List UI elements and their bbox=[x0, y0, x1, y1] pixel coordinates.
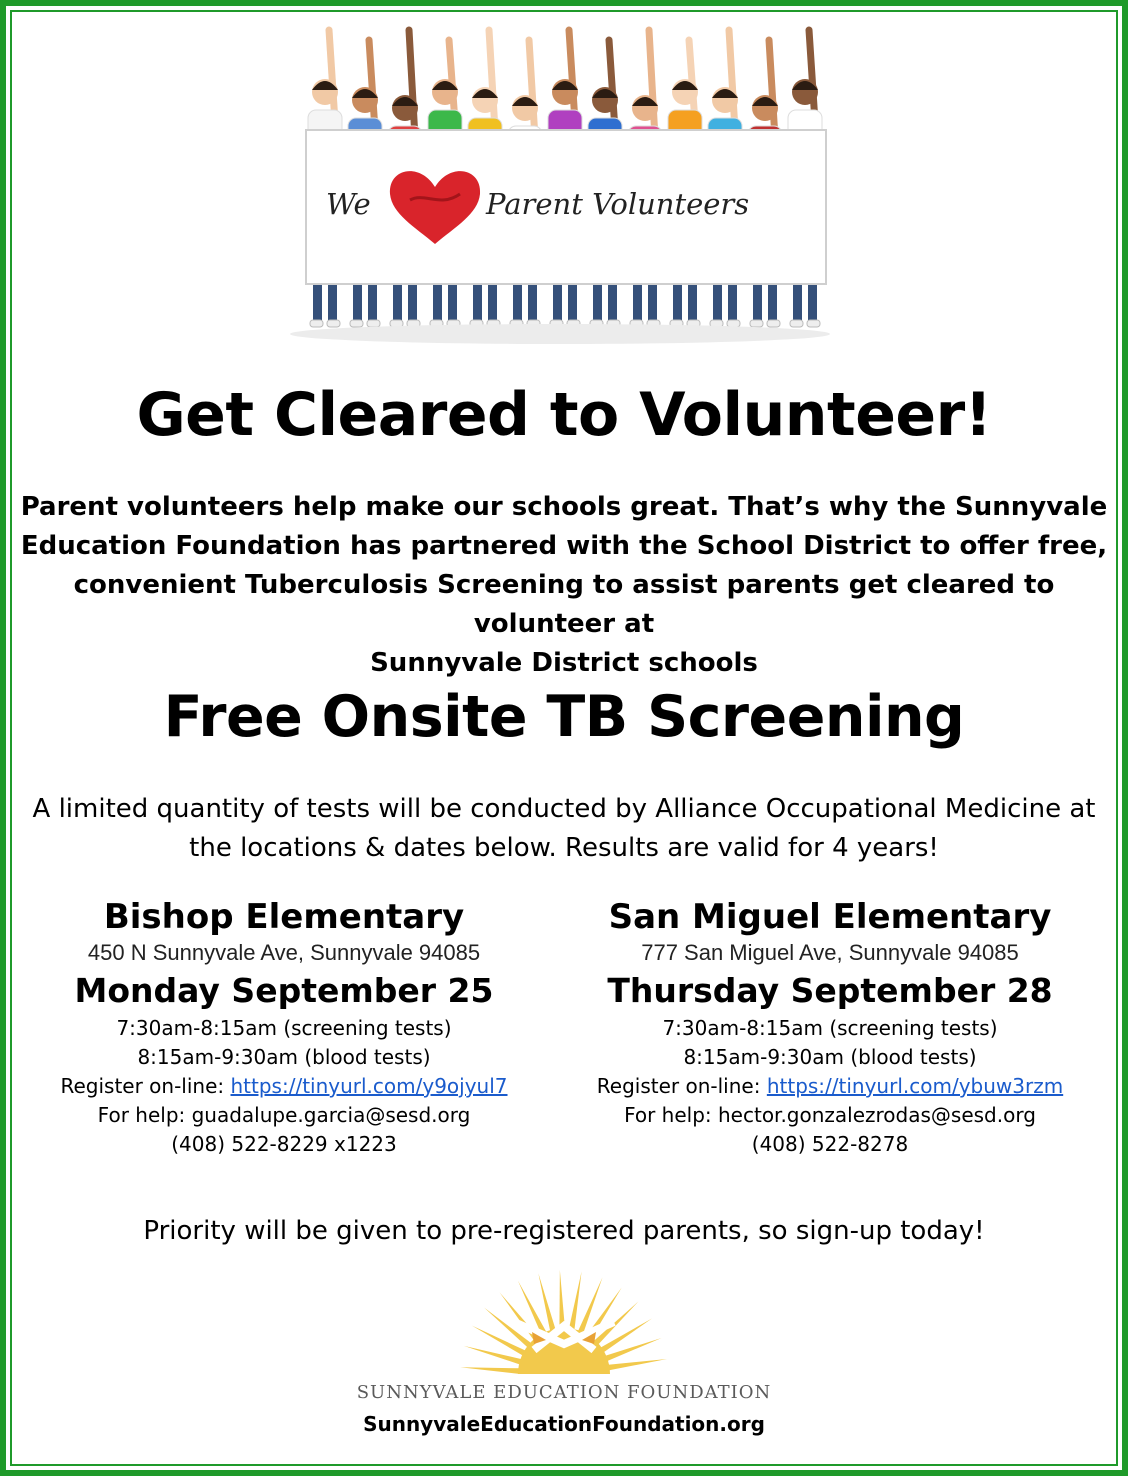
person-shoe bbox=[367, 320, 380, 327]
time-blood: 8:15am-9:30am (blood tests) bbox=[683, 1045, 977, 1069]
person-arm bbox=[409, 30, 415, 138]
person-shoe bbox=[727, 320, 740, 327]
person-leg bbox=[553, 284, 562, 322]
sun-ray bbox=[593, 1301, 638, 1345]
intro-line: Education Foundation has partnered with the School District to offer free, bbox=[20, 531, 1108, 561]
register-label: Register on-line: bbox=[596, 1074, 767, 1098]
sun-ray bbox=[607, 1359, 667, 1370]
floor-shadow bbox=[290, 324, 830, 344]
volunteers-banner-illustration bbox=[270, 22, 850, 352]
person-arm bbox=[609, 40, 615, 130]
person-leg bbox=[648, 284, 657, 322]
person-leg bbox=[368, 284, 377, 322]
person-shoe bbox=[310, 320, 323, 327]
sunburst-logo-icon bbox=[414, 1262, 714, 1382]
person-leg bbox=[808, 284, 817, 322]
person-leg bbox=[728, 284, 737, 322]
description-line: A limited quantity of tests will be conducted by Alliance Occupational Medicine at bbox=[32, 794, 1096, 824]
person-leg bbox=[313, 284, 322, 322]
person-arm bbox=[529, 40, 535, 138]
person-shoe bbox=[767, 320, 780, 327]
person-leg bbox=[488, 284, 497, 322]
person-arm bbox=[809, 30, 815, 122]
person-leg bbox=[688, 284, 697, 322]
sun-ray bbox=[569, 1271, 582, 1331]
person-leg bbox=[513, 284, 522, 322]
person-leg bbox=[793, 284, 802, 322]
school-name: San Miguel Elementary bbox=[608, 897, 1052, 937]
person-shoe bbox=[750, 320, 763, 327]
school-name: Bishop Elementary bbox=[103, 897, 465, 937]
person-leg bbox=[568, 284, 577, 322]
event-date: Thursday September 28 bbox=[607, 971, 1053, 1010]
sun-ray bbox=[472, 1326, 527, 1356]
register-link[interactable]: https://tinyurl.com/y9ojyul7 bbox=[230, 1074, 508, 1098]
register-line bbox=[570, 1072, 1090, 1101]
description-paragraph bbox=[0, 790, 1128, 868]
time-screening: 7:30am-8:15am (screening tests) bbox=[116, 1016, 452, 1040]
person-shoe bbox=[790, 320, 803, 327]
person-arm bbox=[729, 30, 735, 130]
section-title: Free Onsite TB Screening bbox=[163, 684, 965, 750]
banner-word-we: We bbox=[326, 187, 371, 221]
person-leg bbox=[393, 284, 402, 322]
priority-note: Priority will be given to pre-registered parents, so sign-up today! bbox=[143, 1216, 985, 1246]
description-line: the locations & dates below. Results are valid for 4 years! bbox=[189, 833, 939, 863]
time-screening: 7:30am-8:15am (screening tests) bbox=[662, 1016, 998, 1040]
person-leg bbox=[768, 284, 777, 322]
phone-number: (408) 522-8229 x1223 bbox=[171, 1132, 397, 1156]
organization-name: SUNNYVALE EDUCATION FOUNDATION bbox=[356, 1382, 772, 1403]
school-address: 450 N Sunnyvale Ave, Sunnyvale 94085 bbox=[87, 940, 481, 965]
person-arm bbox=[369, 40, 375, 130]
person-leg bbox=[633, 284, 642, 322]
sun-ray bbox=[460, 1367, 520, 1374]
person-shoe bbox=[327, 320, 340, 327]
person-arm bbox=[769, 40, 775, 138]
person-leg bbox=[593, 284, 602, 322]
page-title: Get Cleared to Volunteer! bbox=[136, 380, 992, 450]
person-arm bbox=[489, 30, 495, 130]
person-arm bbox=[649, 30, 655, 138]
person-arm bbox=[329, 30, 335, 122]
person-leg bbox=[473, 284, 482, 322]
phone-number: (408) 522-8278 bbox=[751, 1132, 909, 1156]
person-shoe bbox=[807, 320, 820, 327]
school-address: 777 San Miguel Ave, Sunnyvale 94085 bbox=[641, 940, 1019, 965]
register-link[interactable]: https://tinyurl.com/ybuw3rzm bbox=[766, 1074, 1064, 1098]
banner-word-parent-volunteers: Parent Volunteers bbox=[486, 187, 750, 221]
person-leg bbox=[713, 284, 722, 322]
person-leg bbox=[353, 284, 362, 322]
person-leg bbox=[608, 284, 617, 322]
register-label: Register on-line: bbox=[60, 1074, 231, 1098]
person-arm bbox=[569, 30, 575, 122]
help-contact: For help: guadalupe.garcia@sesd.org bbox=[97, 1103, 471, 1127]
person-leg bbox=[753, 284, 762, 322]
help-contact: For help: hector.gonzalezrodas@sesd.org bbox=[624, 1103, 1036, 1127]
person-shoe bbox=[350, 320, 363, 327]
person-leg bbox=[328, 284, 337, 322]
person-leg bbox=[408, 284, 417, 322]
intro-line: Parent volunteers help make our schools great. That’s why the Sunnyvale bbox=[20, 492, 1108, 522]
time-blood: 8:15am-9:30am (blood tests) bbox=[137, 1045, 431, 1069]
event-date: Monday September 25 bbox=[74, 971, 494, 1010]
organization-website: SunnyvaleEducationFoundation.org bbox=[363, 1412, 765, 1436]
person-leg bbox=[528, 284, 537, 322]
person-leg bbox=[673, 284, 682, 322]
person-leg bbox=[448, 284, 457, 322]
register-line bbox=[24, 1072, 544, 1101]
person-leg bbox=[433, 284, 442, 322]
location-san-miguel bbox=[570, 896, 1090, 1159]
intro-line: Sunnyvale District schools bbox=[370, 648, 758, 678]
location-bishop bbox=[24, 896, 544, 1159]
intro-line: convenient Tuberculosis Screening to assist parents get cleared to volunteer at bbox=[73, 570, 1055, 639]
intro-paragraph bbox=[0, 488, 1128, 683]
